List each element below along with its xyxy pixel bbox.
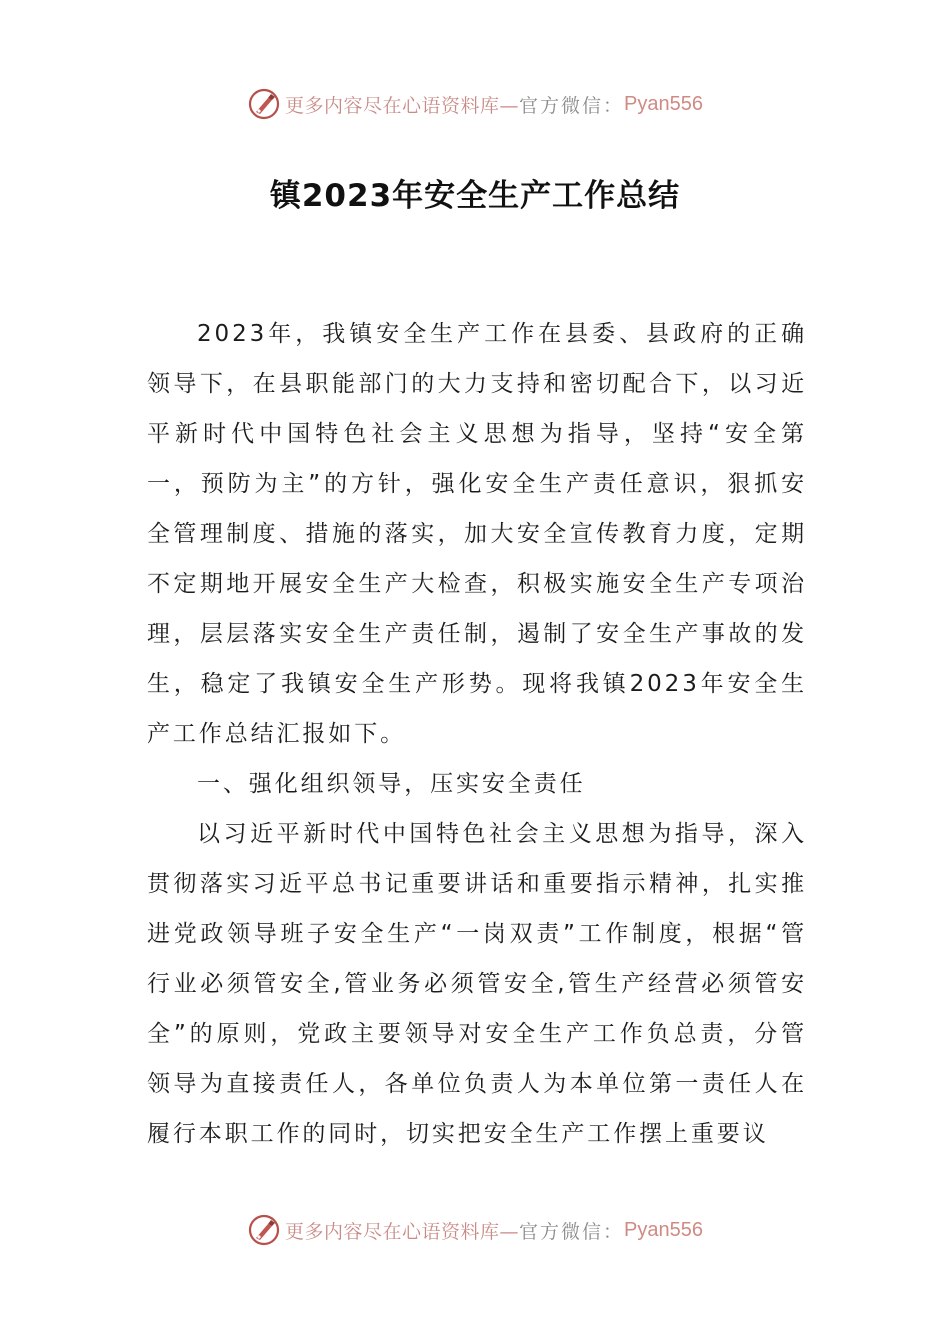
watermark-text: 更多内容尽在心语资料库— — [285, 94, 520, 117]
watermark-text: 更多内容尽在心语资料库— — [285, 1220, 520, 1243]
section-heading-1: 一、强化组织领导，压实安全责任 — [197, 771, 586, 797]
paragraph-intro: 2023年，我镇安全生产工作在县委、县政府的正确领导下，在县职能部门的大力支持和密切配合下，以习近平新时代中国特色社会主义思想为指导，坚持“安全第一，预防为主”的方针，强化安全生产责任意识，狠抓安全管理制度、措施的落实，加大安全宣传教育力度，定期不定期地开展安全生产大检查，积极实施安全生产专项治理，层层落实安全生产责任制，遏制了安全生产事故的发生，稳定了我镇安全生产形势。现将我镇2023年安全生产工作总结汇报如下。 — [147, 321, 807, 747]
watermark-wechat-id: Pyan556 — [624, 92, 703, 115]
document-body — [147, 309, 807, 1159]
pen-nib-seal-icon — [247, 87, 281, 121]
watermark-wechat-id: Pyan556 — [624, 1218, 703, 1241]
watermark-wechat-label: 官方微信： — [519, 1220, 625, 1243]
watermark-wechat-label: 官方微信： — [519, 94, 625, 117]
header-watermark — [0, 84, 950, 124]
paragraph-section-1: 以习近平新时代中国特色社会主义思想为指导，深入贯彻落实习近平总书记重要讲话和重要指示精神，扎实推进党政领导班子安全生产“一岗双责”工作制度，根据“管行业必须管安全,管业务必须管安全,管生产经营必须管安全”的原则，党政主要领导对安全生产工作负总责，分管领导为直接责任人，各单位负责人为本单位第一责任人在履行本职工作的同时，切实把安全生产工作摆上重要议 — [147, 821, 807, 1147]
pen-nib-seal-icon — [247, 1213, 281, 1247]
footer-watermark — [0, 1210, 950, 1250]
document-title: 镇2023年安全生产工作总结 — [269, 178, 681, 214]
